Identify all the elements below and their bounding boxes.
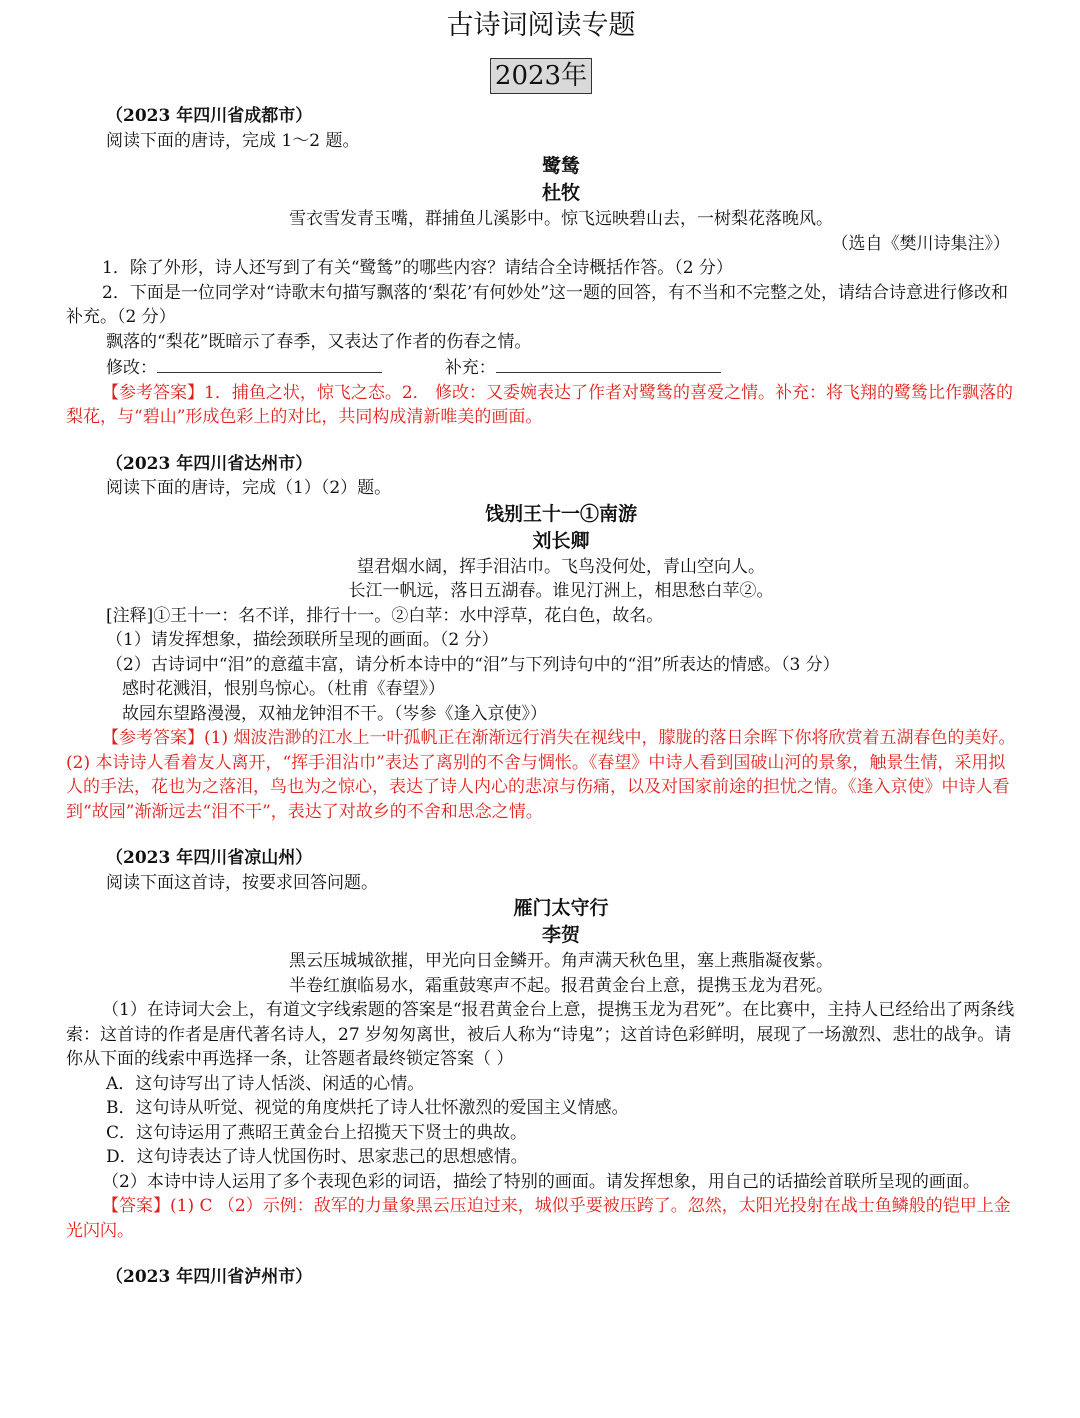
section-chengdu	[66, 104, 1016, 430]
answer-text: 【答案】(1) C （2）示例：敌军的力量象黑云压迫过来，城似乎要被压跨了。忽然，太阳光投射在战士鱼鳞般的铠甲上金光闪闪。	[66, 1196, 1011, 1241]
poem-line: 长江一帆远，落日五湖春。谁见汀洲上，相思愁白苹②。	[348, 581, 774, 601]
section-intro: 阅读下面的唐诗，完成 1～2 题。	[106, 130, 360, 151]
question: 2．下面是一位同学对“诗歌末句描写飘落的‘梨花’有何妙处”这一题的回答，有不当和不完整之处，请结合诗意进行修改和补充。（2 分）	[66, 282, 1009, 327]
section-liangshan	[66, 846, 1016, 1243]
option-c: C．这句诗运用了燕昭王黄金台上招揽天下贤士的典故。	[106, 1122, 528, 1143]
option-b: B．这句诗从听觉、视觉的角度烘托了诗人壮怀激烈的爱国主义情感。	[106, 1098, 629, 1118]
supplement-label: 补充：	[444, 358, 496, 378]
section-intro: 阅读下面的唐诗，完成（1）（2）题。	[106, 478, 392, 498]
poem-author: 李贺	[541, 924, 580, 946]
poem-title: 饯别王十一①南游	[484, 502, 637, 525]
section-luzhou	[66, 1265, 1016, 1290]
document-page	[66, 0, 1016, 1290]
answer-text: 【参考答案】(1) 烟波浩渺的江水上一叶孤帆正在渐渐远行消失在视线中，朦胧的落日余晖下你将欣赏着五湖春色的美好。 (2) 本诗诗人看着友人离开，“挥手泪沾巾”表达了离别的不舍与惆怅。《春望》中诗人看到国破山河的景象，触景生情，采用拟人的手法，花也为之落泪，鸟也为之惊心，表达了诗人内心的悲凉与伤痛，以及对国家前途的担忧之情。《逢入京使》中诗人看到“故园”渐渐远去“泪不干”，表达了对故乡的不舍和思念之情。	[66, 728, 1016, 822]
section-source: （2023 年四川省达州市）	[106, 453, 313, 474]
modify-blank[interactable]	[157, 354, 382, 373]
question: （1）请发挥想象，描绘颈联所呈现的画面。（2 分）	[106, 630, 499, 650]
document-title: 古诗词阅读专题	[446, 10, 636, 41]
question: （2）古诗词中“泪”的意蕴丰富，请分析本诗中的“泪”与下列诗句中的“泪”所表达的情感。（3 分）	[106, 654, 840, 675]
year-badge: 2023年	[490, 58, 592, 94]
option-a: A．这句诗写出了诗人恬淡、闲适的心情。	[106, 1073, 425, 1094]
section-dazhou	[66, 452, 1016, 825]
poem-author: 杜牧	[541, 182, 580, 204]
answer-text: 【参考答案】1．捕鱼之状，惊飞之态。2． 修改：又委婉表达了作者对鹭鸶的喜爱之情。补充：将飞翔的鹭鸶比作飘落的梨花，与“碧山”形成色彩上的对比，共同构成清新唯美的画面。	[66, 382, 1014, 427]
poem-title: 鹭鸶	[541, 155, 580, 177]
fill-blank-row	[66, 354, 1016, 381]
poem-title: 雁门太守行	[513, 897, 609, 919]
poem-note: [注释]①王十一：名不详，排行十一。②白苹：水中浮草，花白色，故名。	[106, 605, 664, 626]
quote-line: 故园东望路漫漫，双袖龙钟泪不干。（岑参《逢入京使》）	[122, 703, 547, 724]
poem-source: （选自《樊川诗集注》）	[831, 233, 1010, 254]
poem-line: 雪衣雪发青玉嘴，群捕鱼儿溪影中。惊飞远映碧山去，一树梨花落晚风。	[289, 209, 833, 229]
poem-line: 半卷红旗临易水，霜重鼓寒声不起。报君黄金台上意，提携玉龙为君死。	[289, 975, 833, 996]
option-d: D．这句诗表达了诗人忧国伤时、思家悲己的思想感情。	[106, 1147, 528, 1167]
student-answer: 飘落的“梨花”既暗示了春季，又表达了作者的伤春之情。	[106, 331, 532, 352]
modify-label: 修改：	[106, 358, 157, 378]
section-source: （2023 年四川省泸州市）	[106, 1267, 313, 1287]
section-source: （2023 年四川省成都市）	[106, 106, 313, 126]
year-badge-wrap	[66, 58, 1016, 94]
poem-line: 黑云压城城欲摧，甲光向日金鳞开。角声满天秋色里，塞上燕脂凝夜紫。	[289, 951, 833, 971]
supplement-blank[interactable]	[496, 354, 721, 373]
question: （2）本诗中诗人运用了多个表现色彩的词语，描绘了特别的画面。请发挥想象，用自己的话描绘首联所呈现的画面。	[102, 1171, 980, 1192]
poem-line: 望君烟水阔，挥手泪沾巾。飞鸟没何处，青山空向人。	[357, 556, 765, 577]
poem-author: 刘长卿	[532, 529, 590, 552]
question: （1）在诗词大会上，有道文字线索题的答案是“报君黄金台上意，提携玉龙为君死”。在比赛中，主持人已经给出了两条线索：这首诗的作者是唐代著名诗人，27 岁匆匆离世，被后人称为“诗鬼”；这首诗色彩鲜明，展现了一场激烈、悲壮的战争。请你从下面的线索中再选择一条，让答题者最终锁定答案（ ）	[66, 1000, 1015, 1069]
quote-line: 感时花溅泪，恨别鸟惊心。（杜甫《春望》）	[122, 679, 445, 699]
section-intro: 阅读下面这首诗，按要求回答问题。	[106, 872, 378, 893]
question: 1．除了外形，诗人还写到了有关“鹭鸶”的哪些内容？请结合全诗概括作答。（2 分）	[102, 258, 733, 278]
section-source: （2023 年四川省凉山州）	[106, 848, 313, 868]
